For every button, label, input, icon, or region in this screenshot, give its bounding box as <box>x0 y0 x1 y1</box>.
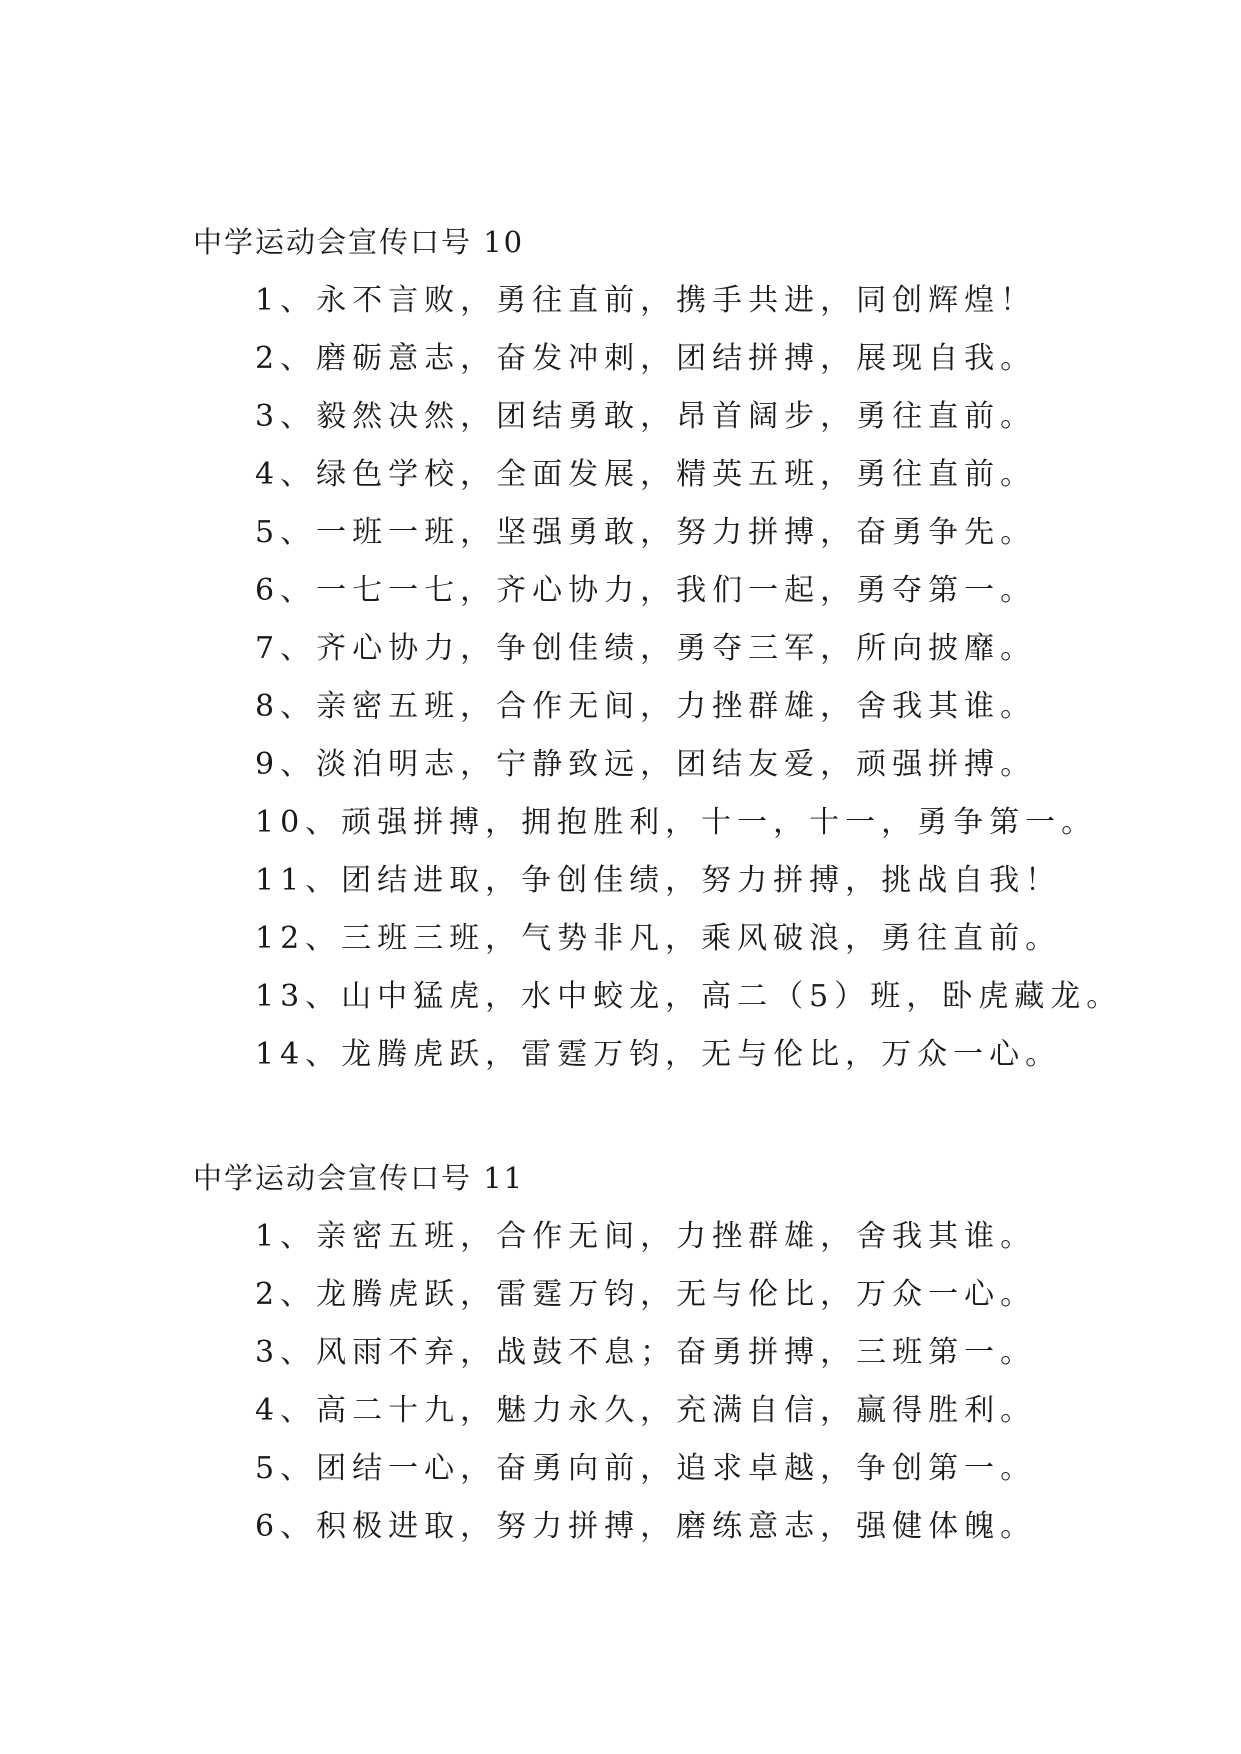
slogan-item: 3、风雨不弃，战鼓不息；奋勇拼搏，三班第一。 <box>255 1335 1037 1370</box>
section-heading: 中学运动会宣传口号 11 <box>193 1161 525 1195</box>
slogan-item: 7、齐心协力，争创佳绩，勇夺三军，所向披靡。 <box>255 631 1037 666</box>
section-heading: 中学运动会宣传口号 10 <box>193 225 525 259</box>
slogan-list <box>193 272 1123 1084</box>
slogan-item: 2、龙腾虎跃，雷霆万钧，无与伦比，万众一心。 <box>255 1277 1037 1312</box>
slogan-item: 2、磨砺意志，奋发冲刺，团结拼搏，展现自我。 <box>255 341 1037 376</box>
slogan-item: 12、三班三班，气势非凡，乘风破浪，勇往直前。 <box>255 921 1062 956</box>
slogan-item: 1、亲密五班，合作无间，力挫群雄，舍我其谁。 <box>255 1219 1037 1254</box>
slogan-item: 5、一班一班，坚强勇敢，努力拼搏，奋勇争先。 <box>255 515 1037 550</box>
slogan-item: 4、绿色学校，全面发展，精英五班，勇往直前。 <box>255 457 1037 492</box>
slogan-section-10 <box>193 220 1123 1084</box>
slogan-list <box>193 1208 1093 1556</box>
slogan-item: 13、山中猛虎，水中蛟龙，高二（5）班，卧虎藏龙。 <box>255 979 1123 1014</box>
slogan-item: 11、团结进取，争创佳绩，努力拼搏，挑战自我！ <box>255 863 1062 898</box>
slogan-item: 6、一七一七，齐心协力，我们一起，勇夺第一。 <box>255 573 1037 608</box>
slogan-item: 9、淡泊明志，宁静致远，团结友爱，顽强拼搏。 <box>255 747 1037 782</box>
slogan-item: 4、高二十九，魅力永久，充满自信，赢得胜利。 <box>255 1393 1037 1428</box>
slogan-item: 1、永不言败，勇往直前，携手共进，同创辉煌！ <box>255 283 1037 318</box>
slogan-item: 14、龙腾虎跃，雷霆万钧，无与伦比，万众一心。 <box>255 1037 1062 1072</box>
slogan-item: 5、团结一心，奋勇向前，追求卓越，争创第一。 <box>255 1451 1037 1486</box>
slogan-item: 10、顽强拼搏，拥抱胜利，十一，十一，勇争第一。 <box>255 805 1098 840</box>
slogan-section-11 <box>193 1156 1093 1556</box>
slogan-item: 6、积极进取，努力拼搏，磨练意志，强健体魄。 <box>255 1509 1037 1544</box>
slogan-item: 8、亲密五班，合作无间，力挫群雄，舍我其谁。 <box>255 689 1037 724</box>
slogan-item: 3、毅然决然，团结勇敢，昂首阔步，勇往直前。 <box>255 399 1037 434</box>
